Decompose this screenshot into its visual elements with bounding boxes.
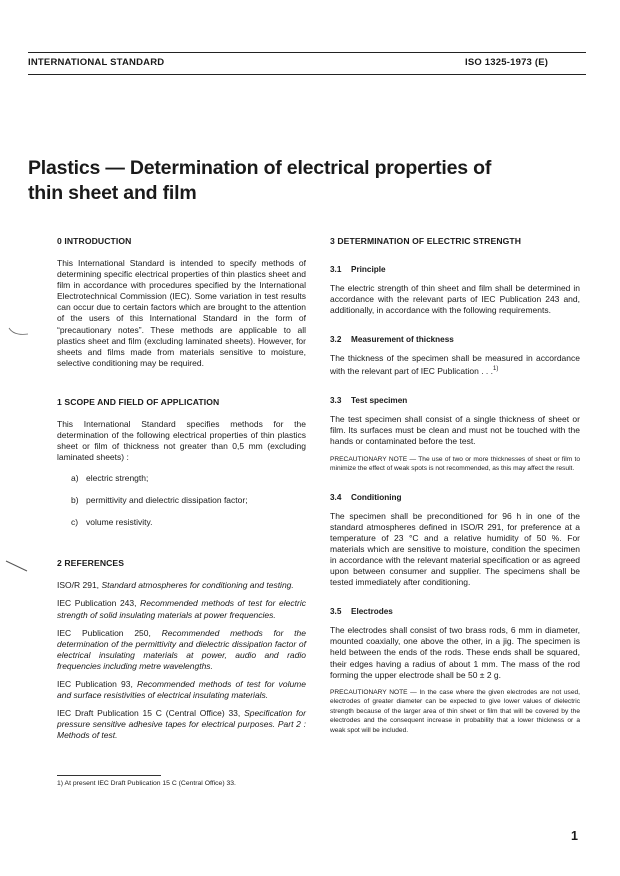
title-line-2: thin sheet and film <box>28 182 197 204</box>
reference-item: IEC Publication 243, Recommended methods of test for electric strength of solid insulating materials at power frequencies. <box>57 598 306 620</box>
section-0-heading: 0 INTRODUCTION <box>57 236 132 246</box>
section-1-body: This International Standard specifies methods for the determination of the following electrical properties of thin plastics sheet or film of thickness not greater than 0,5 mm (excluding laminated sheets) : <box>57 418 306 463</box>
section-3-heading: 3 DETERMINATION OF ELECTRIC STRENGTH <box>330 236 522 246</box>
section-0-body: This International Standard is intended to specify methods of determining specific electrical properties of thin plastics sheet and film in accordance with procedures specified by the International Electrotechnical Commission (IEC). Some variation in test results can occur due to certain factors which are brought to the attention of the users of this International Standard in the form of “precautionary notes”. These methods are applicable to all plastics sheet and film (excluding laminated sheets). However, for sheets and films made from materials sensitive to moisture, selective conditioning may be required. <box>57 258 306 368</box>
margin-pen-mark <box>8 326 30 338</box>
reference-item: IEC Draft Publication 15 C (Central Office) 33, Specification for pressure sensitive adhesive tapes for electrical purposes. Part 2 : Methods of test. <box>57 708 306 741</box>
section-1-heading: 1 SCOPE AND FIELD OF APPLICATION <box>57 396 220 407</box>
list-item: c) volume resistivity. <box>71 517 153 528</box>
header-left: INTERNATIONAL STANDARD <box>28 57 165 68</box>
subsection-3-5-heading: 3.5 Electrodes <box>330 607 393 617</box>
section-2-heading: 2 REFERENCES <box>57 558 125 569</box>
header-rule <box>28 74 586 75</box>
subsection-3-4-heading: 3.4 Conditioning <box>330 492 402 502</box>
document-title <box>28 156 548 206</box>
subsection-3-1-heading: 3.1 Principle <box>330 265 386 274</box>
title-line-1: Plastics — Determination of electrical properties of <box>28 157 492 179</box>
list-item: a) electric strength; <box>71 473 149 484</box>
footnote: 1) At present IEC Draft Publication 15 C (Central Office) 33. <box>57 780 236 787</box>
subsection-3-4-body: The specimen shall be preconditioned for 96 h in one of the standard atmospheres defined in ISO/R 291, for preference at a temperature of 23 °C and a relative humidity of 50 %. For materials which are sensitive to moisture, condition the specimen in accordance with the relevant material specification or as agreed upon between consumer and supplier. The specimens shall be tested immediately after conditioning. <box>330 510 580 588</box>
footnote-rule <box>57 775 161 776</box>
subsection-3-1-body: The electric strength of thin sheet and film shall be determined in accordance with the relevant parts of IEC Publication 243 and, additionally, in accordance with the following requirements. <box>330 283 580 316</box>
left-column <box>57 236 306 741</box>
subsection-3-2-body: The thickness of the specimen shall be measured in accordance with the relevant part of IEC Publication . . .$^{1)}$ <box>330 353 580 377</box>
precautionary-note: PRECAUTIONARY NOTE — In the case where the given electrodes are not used, electrodes of greater diameter can be expected to give lower values of dielectric strength because of the larger area of thin sheet or film that will be covered by the electrodes and the consequent increase in probability that a lower thickness or a weak spot will be included. <box>330 688 580 734</box>
header-right: ISO 1325-1973 (E) <box>465 57 549 68</box>
subsection-3-2-heading: 3.2 Measurement of thickness <box>330 335 454 345</box>
precautionary-note: PRECAUTIONARY NOTE — The use of two or more thicknesses of sheet or film to minimize the effect of weak spots is not recommended, as this may affect the result. <box>330 455 580 473</box>
page-number: 1 <box>571 829 578 843</box>
reference-item: IEC Publication 250, Recommended methods for the determination of the permittivity and dielectric dissipation factor of electrical insulating materials at power, audio and radio frequencies including metre wavelengths. <box>57 627 306 671</box>
subsection-3-3-body: The test specimen shall consist of a single thickness of sheet or film. Its surfaces must be clean and must not be touched with the hands or contaminated before the test. <box>330 414 580 447</box>
reference-item: IEC Publication 93, Recommended methods of test for volume and surface resistivities of electrical insulating materials. <box>57 678 306 701</box>
reference-item: ISO/R 291, Standard atmospheres for conditioning and testing. <box>57 580 294 591</box>
margin-pen-mark <box>5 560 29 574</box>
property-list <box>57 473 306 528</box>
subsection-3-3-heading: 3.3 Test specimen <box>330 396 408 406</box>
top-rule <box>28 52 586 53</box>
list-item: b) permittivity and dielectric dissipation factor; <box>71 495 248 506</box>
right-column <box>330 236 580 735</box>
subsection-3-5-body: The electrodes shall consist of two brass rods, 6 mm in diameter, mounted coaxially, one above the other, in a jig. The specimen is held between the ends of the rods. These ends shall be squared, their edges having a radius of about 1 mm. The mass of the rod forming the upper electrode shall be 50 ± 2 g. <box>330 625 580 680</box>
footnote-marker: 1) <box>493 366 499 373</box>
